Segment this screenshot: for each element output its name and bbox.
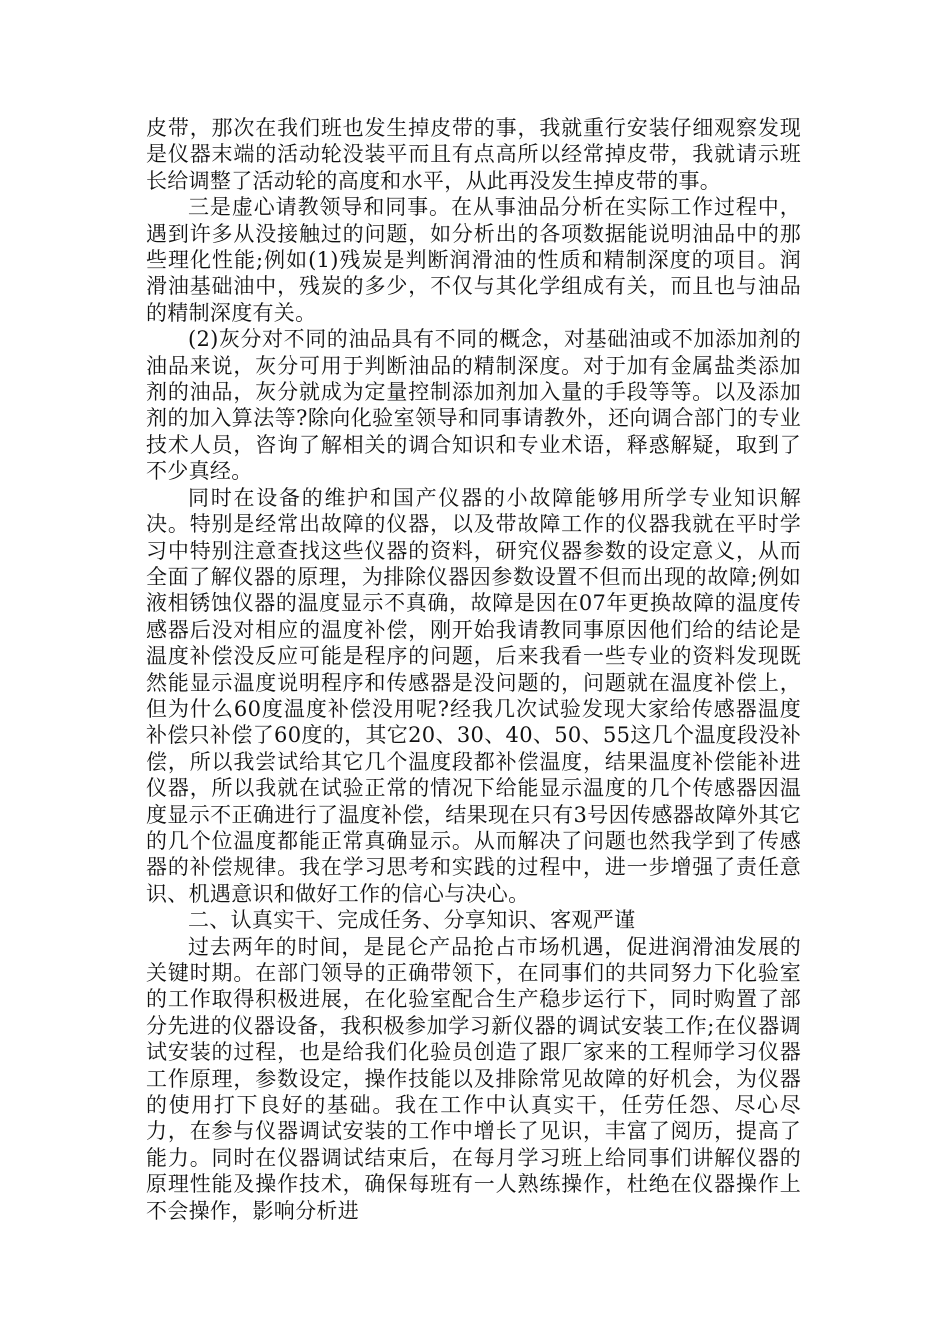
paragraph-6: 过去两年的时间，是昆仑产品抢占市场机遇，促进润滑油发展的关键时期。在部门领导的正确带领下，在同事们的共同努力下化验室的工作取得积极进展，在化验室配合生产稳步运行下，同时购置了部分先进的仪器设备，我积极参加学习新仪器的调试安装工作;在仪器调试安装的过程，也是给我们化验员创造了跟厂家来的工程师学习仪器工作原理，参数设定，操作技能以及排除常见故障的好机会，为仪器的使用打下良好的基础。我在工作中认真实干，任劳任怨、尽心尽力，在参与仪器调试安装的工作中增长了见识，丰富了阅历，提高了能力。同时在仪器调试结束后，在每月学习班上给同事们讲解仪器的原理性能及操作技术，确保每班有一人熟练操作，杜绝在仪器操作上不会操作，影响分析进	[146, 934, 801, 1223]
paragraph-3: (2)灰分对不同的油品具有不同的概念，对基础油或不加添加剂的油品来说，灰分可用于判断油品的精制深度。对于加有金属盐类添加剂的油品，灰分就成为定量控制添加剂加入量的手段等等。以及添加剂的加入算法等?除向化验室领导和同事请教外，还向调合部门的专业技术人员，咨询了解相关的调合知识和专业术语，释惑解疑，取到了不少真经。	[146, 327, 801, 484]
paragraph-4: 同时在设备的维护和国产仪器的小故障能够用所学专业知识解决。特别是经常出故障的仪器，以及带故障工作的仪器我就在平时学习中特别注意查找这些仪器的资料，研究仪器参数的设定意义，从而全面了解仪器的原理，为排除仪器因参数设置不但而出现的故障;例如液相锈蚀仪器的温度显示不真确，故障是因在07年更换故障的温度传感器后没对相应的温度补偿，刚开始我请教同事原因他们给的结论是温度补偿没反应可能是程序的问题，后来我看一些专业的资料发现既然能显示温度说明程序和传感器是没问题的，问题就在温度补偿上，但为什么60度温度补偿没用呢?经我几次试验发现大家给传感器温度补偿只补偿了60度的，其它20、30、40、50、55这几个温度段没补偿，所以我尝试给其它几个温度段都补偿温度，结果温度补偿能补进仪器，所以我就在试验正常的情况下给能显示温度的几个传感器因温度显示不正确进行了温度补偿，结果现在只有3号因传感器故障外其它的几个位温度都能正常真确显示。从而解决了问题也然我学到了传感器的补偿规律。我在学习思考和实践的过程中，进一步增强了责任意识、机遇意识和做好工作的信心与决心。	[146, 485, 801, 906]
paragraph-2: 三是虚心请教领导和同事。在从事油品分析在实际工作过程中，遇到许多从没接触过的问题，如分析出的各项数据能说明油品中的那些理化性能;例如(1)残炭是判断润滑油的性质和精制深度的项目。润滑油基础油中，残炭的多少，不仅与其化学组成有关，而且也与油品的精制深度有关。	[146, 195, 801, 325]
document-body	[146, 115, 801, 1224]
paragraph-1: 皮带，那次在我们班也发生掉皮带的事，我就重行安装仔细观察发现是仪器末端的活动轮没装平而且有点高所以经常掉皮带，我就请示班长给调整了活动轮的高度和水平，从此再没发生掉皮带的事。	[146, 116, 801, 193]
section-heading: 二、认真实干、完成任务、分享知识、客观严谨	[188, 908, 636, 933]
